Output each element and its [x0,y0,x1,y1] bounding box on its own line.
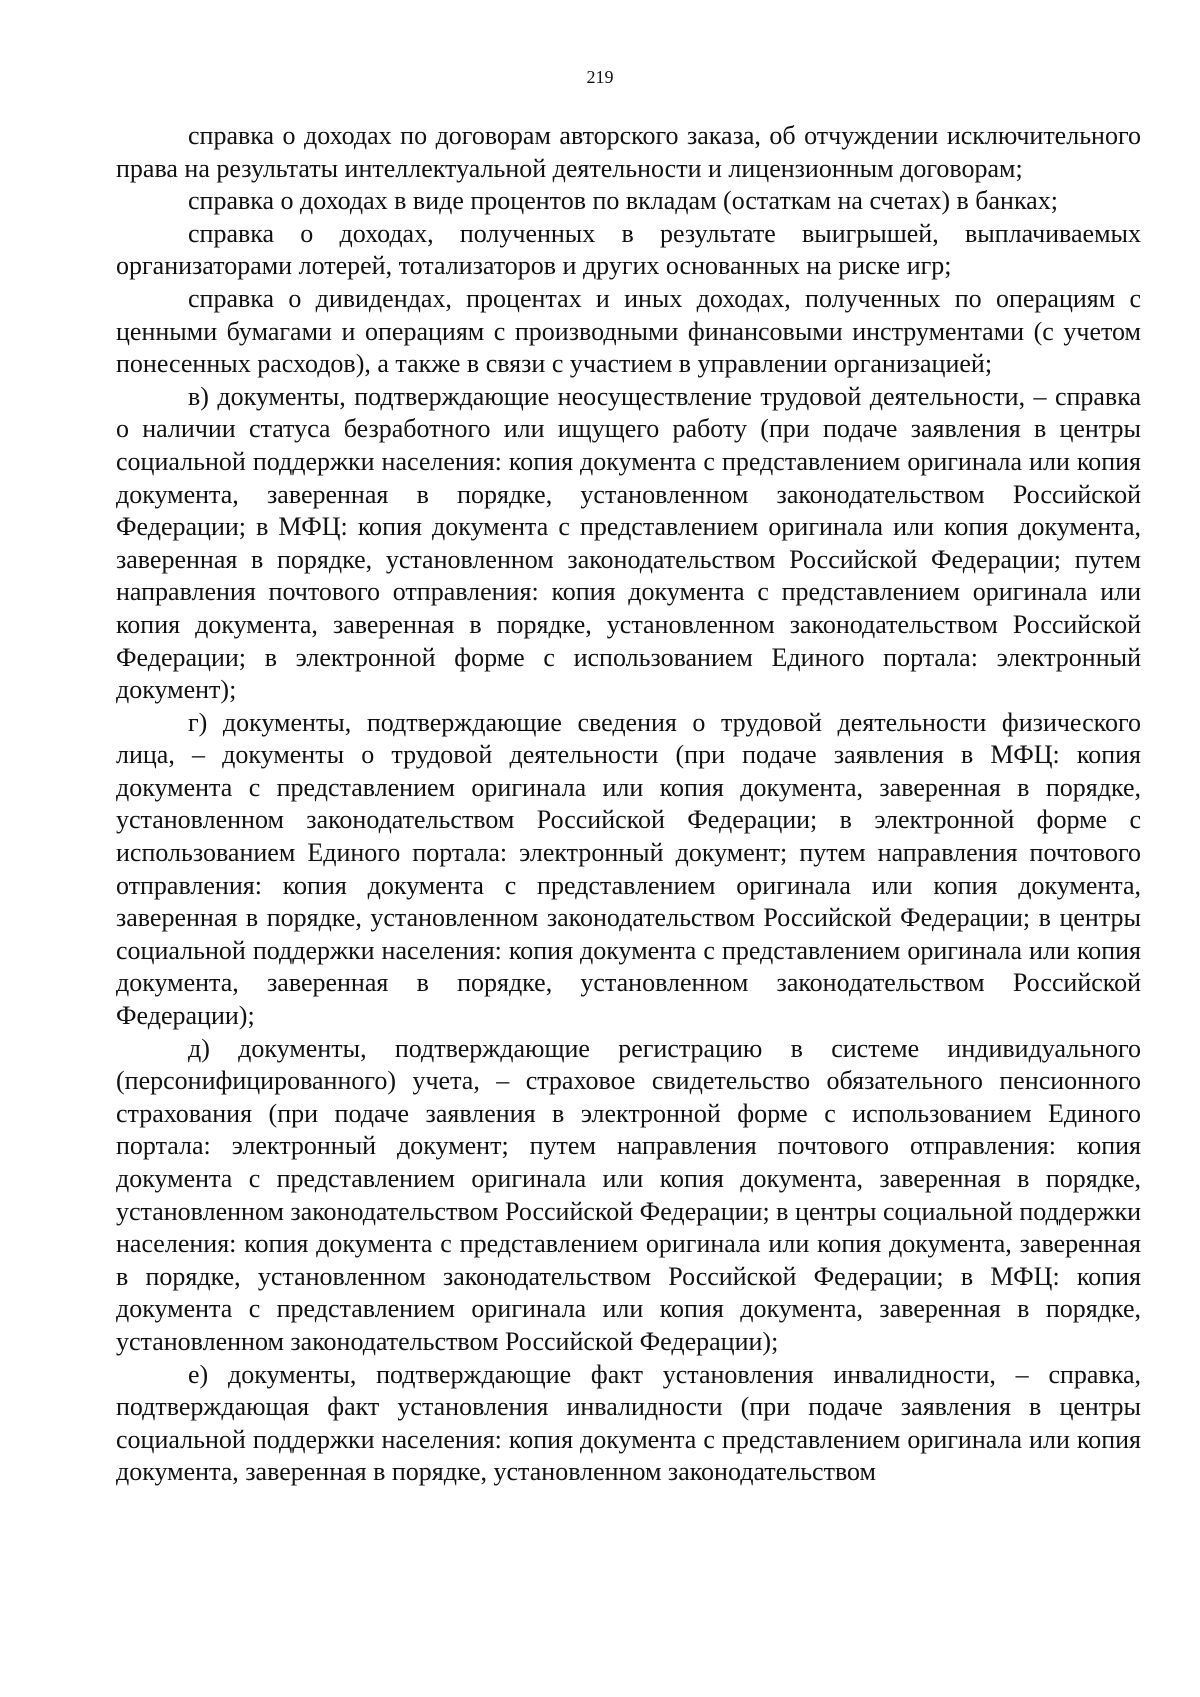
paragraph: справка о дивидендах, процентах и иных доходах, полученных по операциям с ценными бумагами и операциям с производными финансовыми инструментами (с учетом понесенных расходов), а также в связи с участием в управлении организацией; [116,283,1141,379]
paragraph: г) документы, подтверждающие сведения о трудовой деятельности физического лица, – документы о трудовой деятельности (при подаче заявления в МФЦ: копия документа с представлением оригинала или копия документа, заверенная в порядке, установленном законодательством Российской Федерации; в электронной форме с использованием Единого портала: электронный документ; путем направления почтового отправления: копия документа с представлением оригинала или копия документа, заверенная в порядке, установленном законодательством Российской Федерации; в центры социальной поддержки населения: копия документа с представлением оригинала или копия документа, заверенная в порядке, установленном законодательством Российской Федерации); [116,707,1141,1031]
paragraph: справка о доходах в виде процентов по вкладам (остаткам на счетах) в банках; [188,186,1058,216]
paragraph: е) документы, подтверждающие факт установления инвалидности, – справка, подтверждающая факт установления инвалидности (при подаче заявления в центры социальной поддержки населения: копия документа с представлением оригинала или копия документа, заверенная в порядке, установленном законодательством [116,1359,1141,1487]
paragraph: справка о доходах по договорам авторского заказа, об отчуждении исключительного права на результаты интеллектуальной деятельности и лицензионным договорам; [116,121,1141,183]
document-body [116,120,1141,1489]
page-number: 219 [586,67,614,87]
paragraph: д) документы, подтверждающие регистрацию в системе индивидуального (персонифицированного) учета, – страховое свидетельство обязательного пенсионного страхования (при подаче заявления в электронной форме с использованием Единого портала: электронный документ; путем направления почтового отправления: копия документа с представлением оригинала или копия документа, заверенная в порядке, установленном законодательством Российской Федерации; в центры социальной поддержки населения: копия документа с представлением оригинала или копия документа, заверенная в порядке, установленном законодательством Российской Федерации; в МФЦ: копия документа с представлением оригинала или копия документа, заверенная в порядке, установленном законодательством Российской Федерации); [116,1033,1141,1356]
paragraph: справка о доходах, полученных в результате выигрышей, выплачиваемых организаторами лотерей, тотализаторов и других основанных на риске игр; [116,218,1141,281]
paragraph: в) документы, подтверждающие неосуществление трудовой деятельности, – справка о наличии статуса безработного или ищущего работу (при подаче заявления в центры социальной поддержки населения: копия документа с представлением оригинала или копия документа, заверенная в порядке, установленном законодательством Российской Федерации; в МФЦ: копия документа с представлением оригинала или копия документа, заверенная в порядке, установленном законодательством Российской Федерации; путем направления почтового отправления: копия документа с представлением оригинала или копия документа, заверенная в порядке, установленном законодательством Российской Федерации; в электронной форме с использованием Единого портала: электронный документ); [116,381,1141,705]
